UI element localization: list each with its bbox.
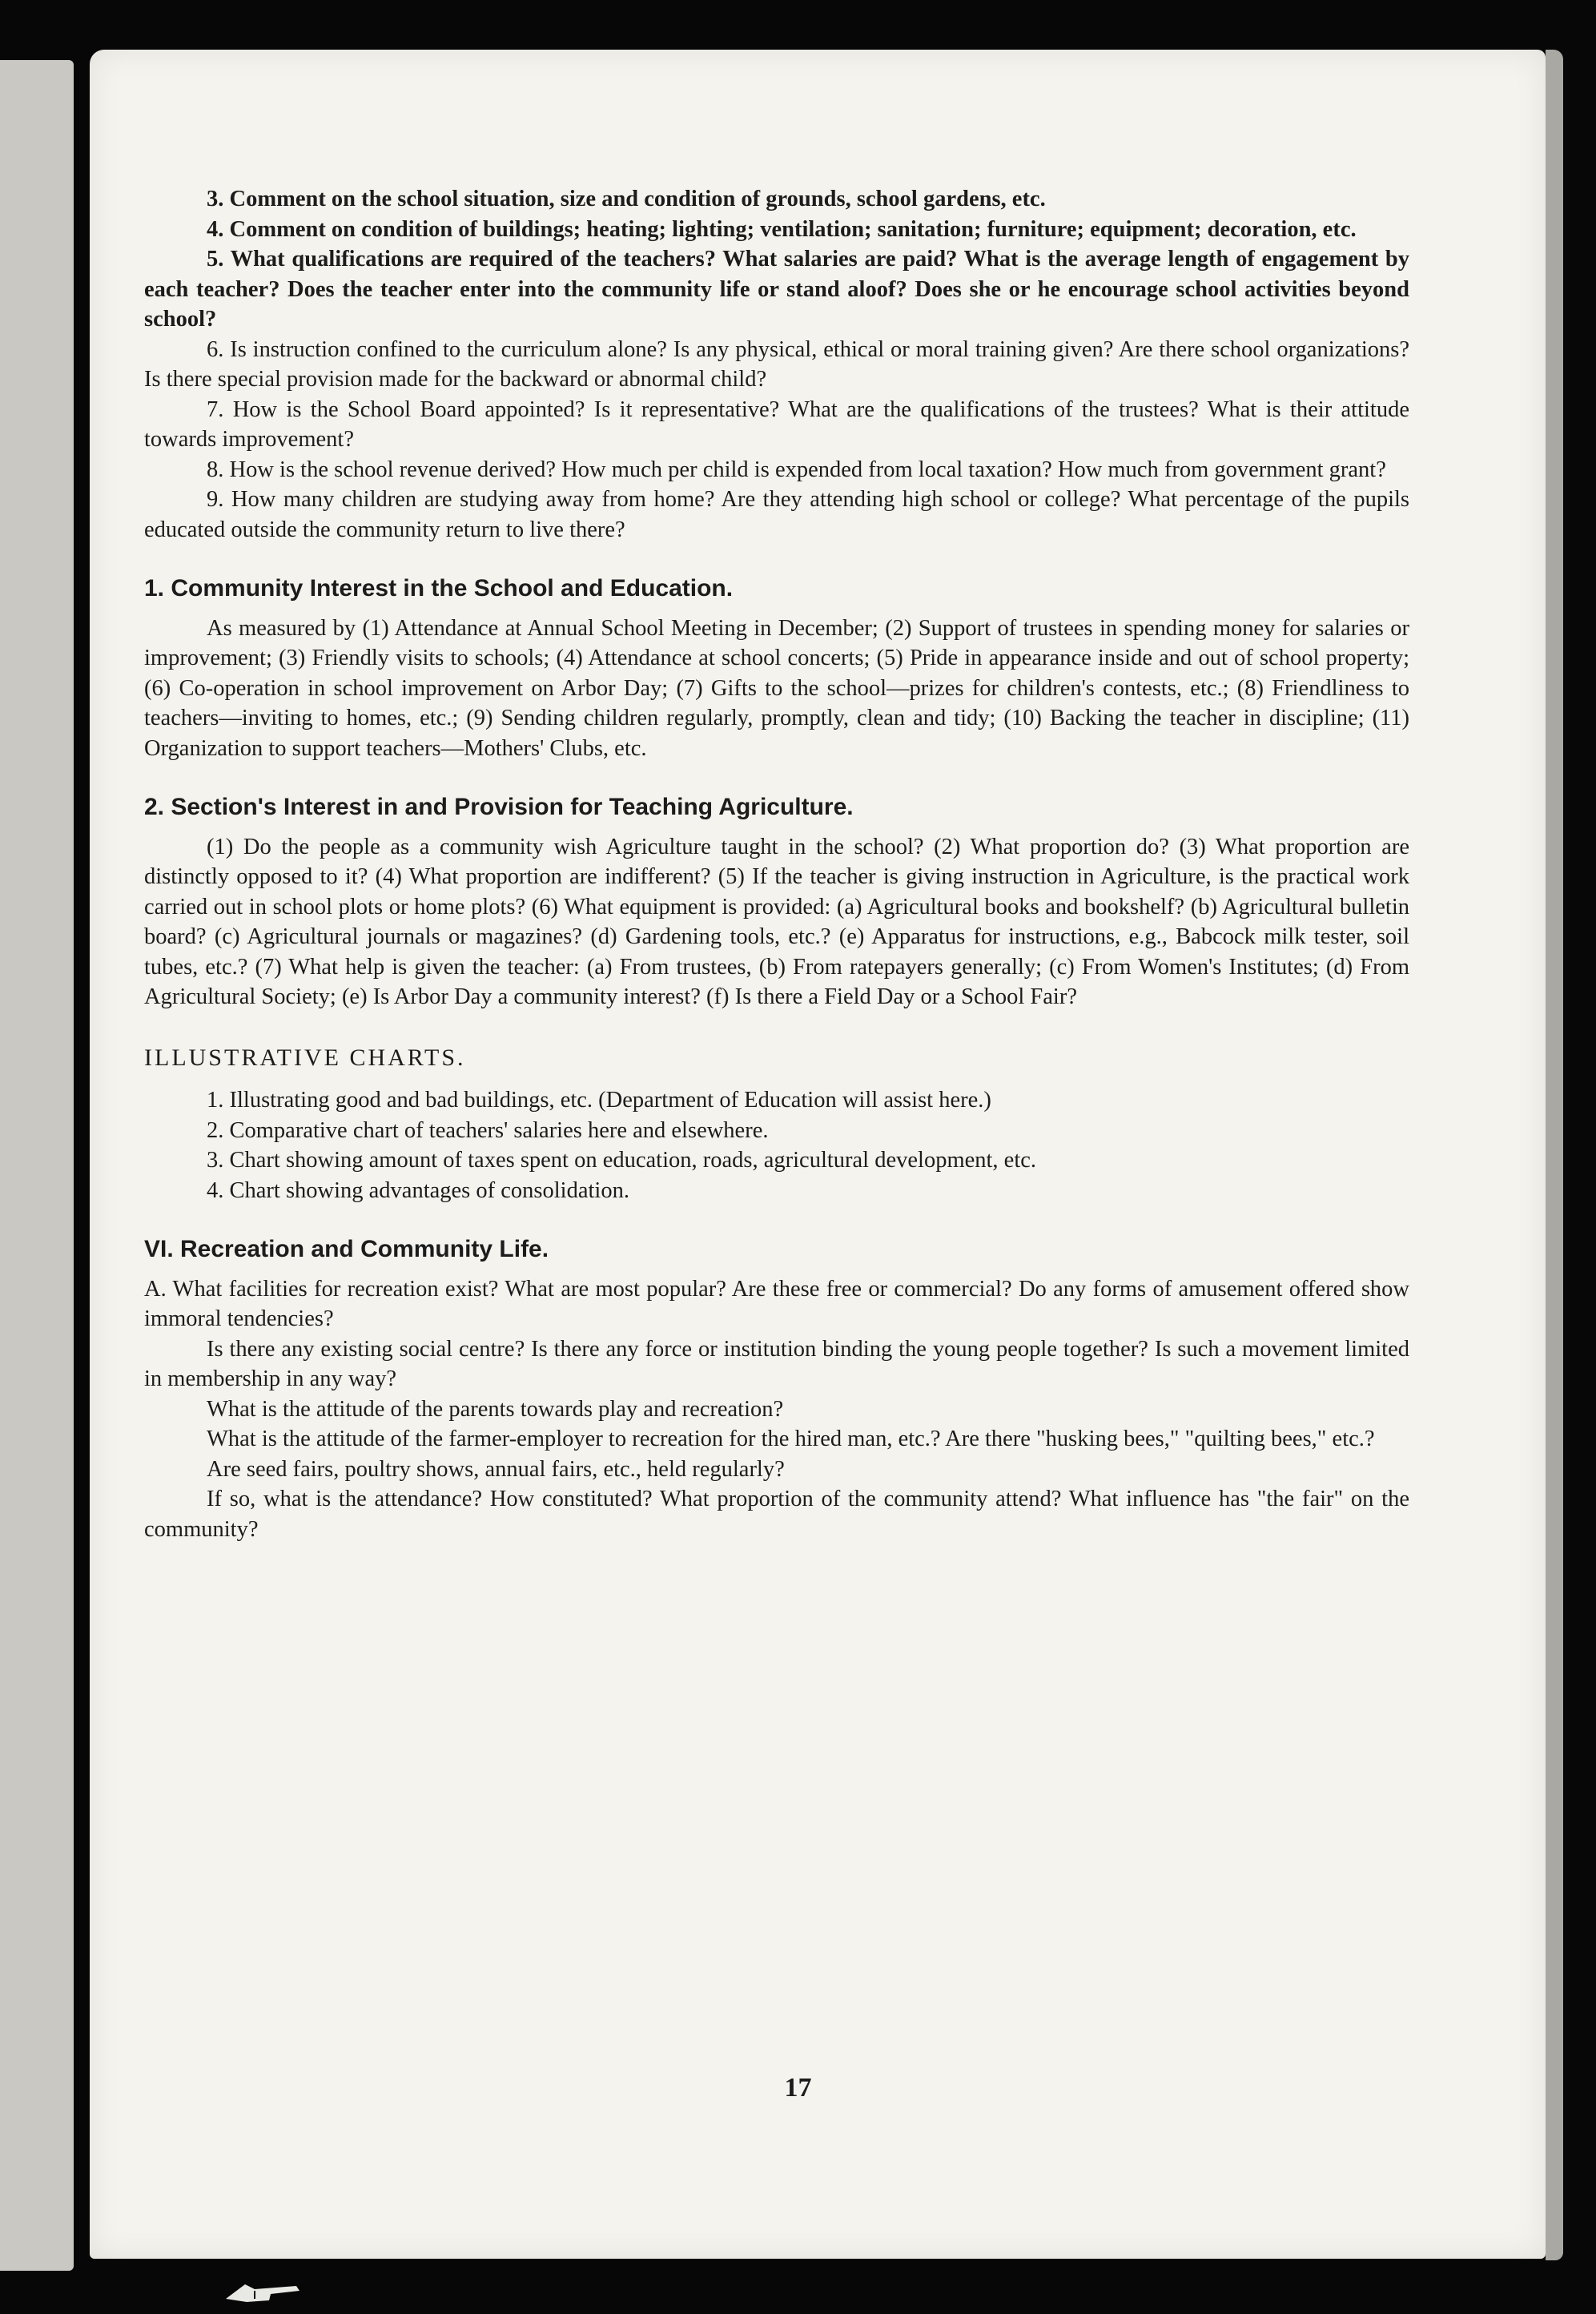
page-edge-shadow <box>1546 50 1563 2260</box>
chart-item-1: 1. Illustrating good and bad buildings, etc. (Department of Education will assist here.) <box>207 1088 991 1113</box>
section-6-heading: VI. Recreation and Community Life. <box>144 1236 549 1262</box>
section-2-body: (1) Do the people as a community wish Agriculture taught in the school? (2) What proportion do? (3) What proportion are distinctly opposed to it? (4) What proportion are indifferent? (5) If the teacher is giving instruction in Agriculture, is the practical work carried out in school plots or home plots? (6) What equipment is provided: (a) Agricultural books and bookshelf? (b) Agricultural bulletin board? (c) Agricultural journals or magazines? (d) Gardening tools, etc.? (e) Apparatus for instructions, e.g., Babcock milk tester, soil tubes, etc.? (7) What help is given the teacher: (a) From trustees, (b) From ratepayers generally; (c) From Women's Institutes; (d) From Agricultural Society; (e) Is Arbor Day a community interest? (f) Is there a Field Day or a School Fair? <box>144 834 1409 1009</box>
chart-item-3: 3. Chart showing amount of taxes spent on education, roads, agricultural development, etc. <box>207 1148 1037 1173</box>
question-4: 4. Comment on condition of buildings; heating; lighting; ventilation; sanitation; furniture; equipment; decoration, etc. <box>207 216 1357 242</box>
question-5: 5. What qualifications are required of the teachers? What salaries are paid? What is the average length of engagement by each teacher? Does the teacher enter into the community life or stand aloof? Does she or he encourage school activities beyond school? <box>144 247 1409 332</box>
adjacent-page-edge <box>0 60 74 2271</box>
section-6-paragraph: What is the attitude of the parents towards play and recreation? <box>207 1396 784 1422</box>
question-3: 3. Comment on the school situation, size and condition of grounds, school gardens, etc. <box>207 187 1046 211</box>
section-1-body: As measured by (1) Attendance at Annual School Meeting in December; (2) Support of trustees in spending money for salaries or improvement; (3) Friendly visits to schools; (4) Attendance at school concerts; (5) Pride in appearance inside and out of school property; (6) Co-operation in school improvement on Arbor Day; (7) Gifts to the school—prizes for children's contests, etc.; (8) Friendliness to teachers—inviting to homes, etc.; (9) Sending children regularly, promptly, clean and tidy; (10) Backing the teacher in discipline; (11) Organization to support teachers—Mothers' Clubs, etc. <box>144 615 1409 761</box>
chart-item-4: 4. Chart showing advantages of consolidation. <box>207 1177 629 1203</box>
section-6-paragraph: If so, what is the attendance? How constituted? What proportion of the community attend? What influence has "the fair" on the community? <box>144 1487 1409 1542</box>
question-8: 8. How is the school revenue derived? How much per child is expended from local taxation? How much from government grant? <box>207 457 1386 482</box>
pointing-hand-icon <box>223 2276 324 2305</box>
section-6-paragraph: Is there any existing social centre? Is there any force or institution binding the young people together? Is such a movement limited in membership in any way? <box>144 1336 1409 1391</box>
question-7: 7. How is the School Board appointed? Is it representative? What are the qualifications of the trustees? What is their attitude towards improvement? <box>144 396 1409 452</box>
section-2-heading: 2. Section's Interest in and Provision for Teaching Agriculture. <box>144 794 854 820</box>
page-content <box>144 184 1409 1544</box>
question-6: 6. Is instruction confined to the curriculum alone? Is any physical, ethical or moral training given? Are there school organizations? Is there special provision made for the backward or abnormal child? <box>144 336 1409 392</box>
section-6-paragraph: What is the attitude of the farmer-employer to recreation for the hired man, etc.? Are there "husking bees," "quilting bees," etc.? <box>207 1427 1375 1451</box>
section-6-paragraph-a: A. What facilities for recreation exist? What are most popular? Are these free or commercial? Do any forms of amusement offered show immoral tendencies? <box>144 1276 1409 1331</box>
illustrative-charts-heading: ILLUSTRATIVE CHARTS. <box>144 1044 466 1071</box>
page-number: 17 <box>784 2073 812 2103</box>
section-6-paragraph: Are seed fairs, poultry shows, annual fairs, etc., held regularly? <box>207 1456 785 1482</box>
chart-item-2: 2. Comparative chart of teachers' salaries here and elsewhere. <box>207 1117 769 1143</box>
section-1-heading: 1. Community Interest in the School and Education. <box>144 575 734 602</box>
question-9: 9. How many children are studying away from home? Are they attending high school or college? What percentage of the pupils educated outside the community return to live there? <box>144 487 1409 542</box>
